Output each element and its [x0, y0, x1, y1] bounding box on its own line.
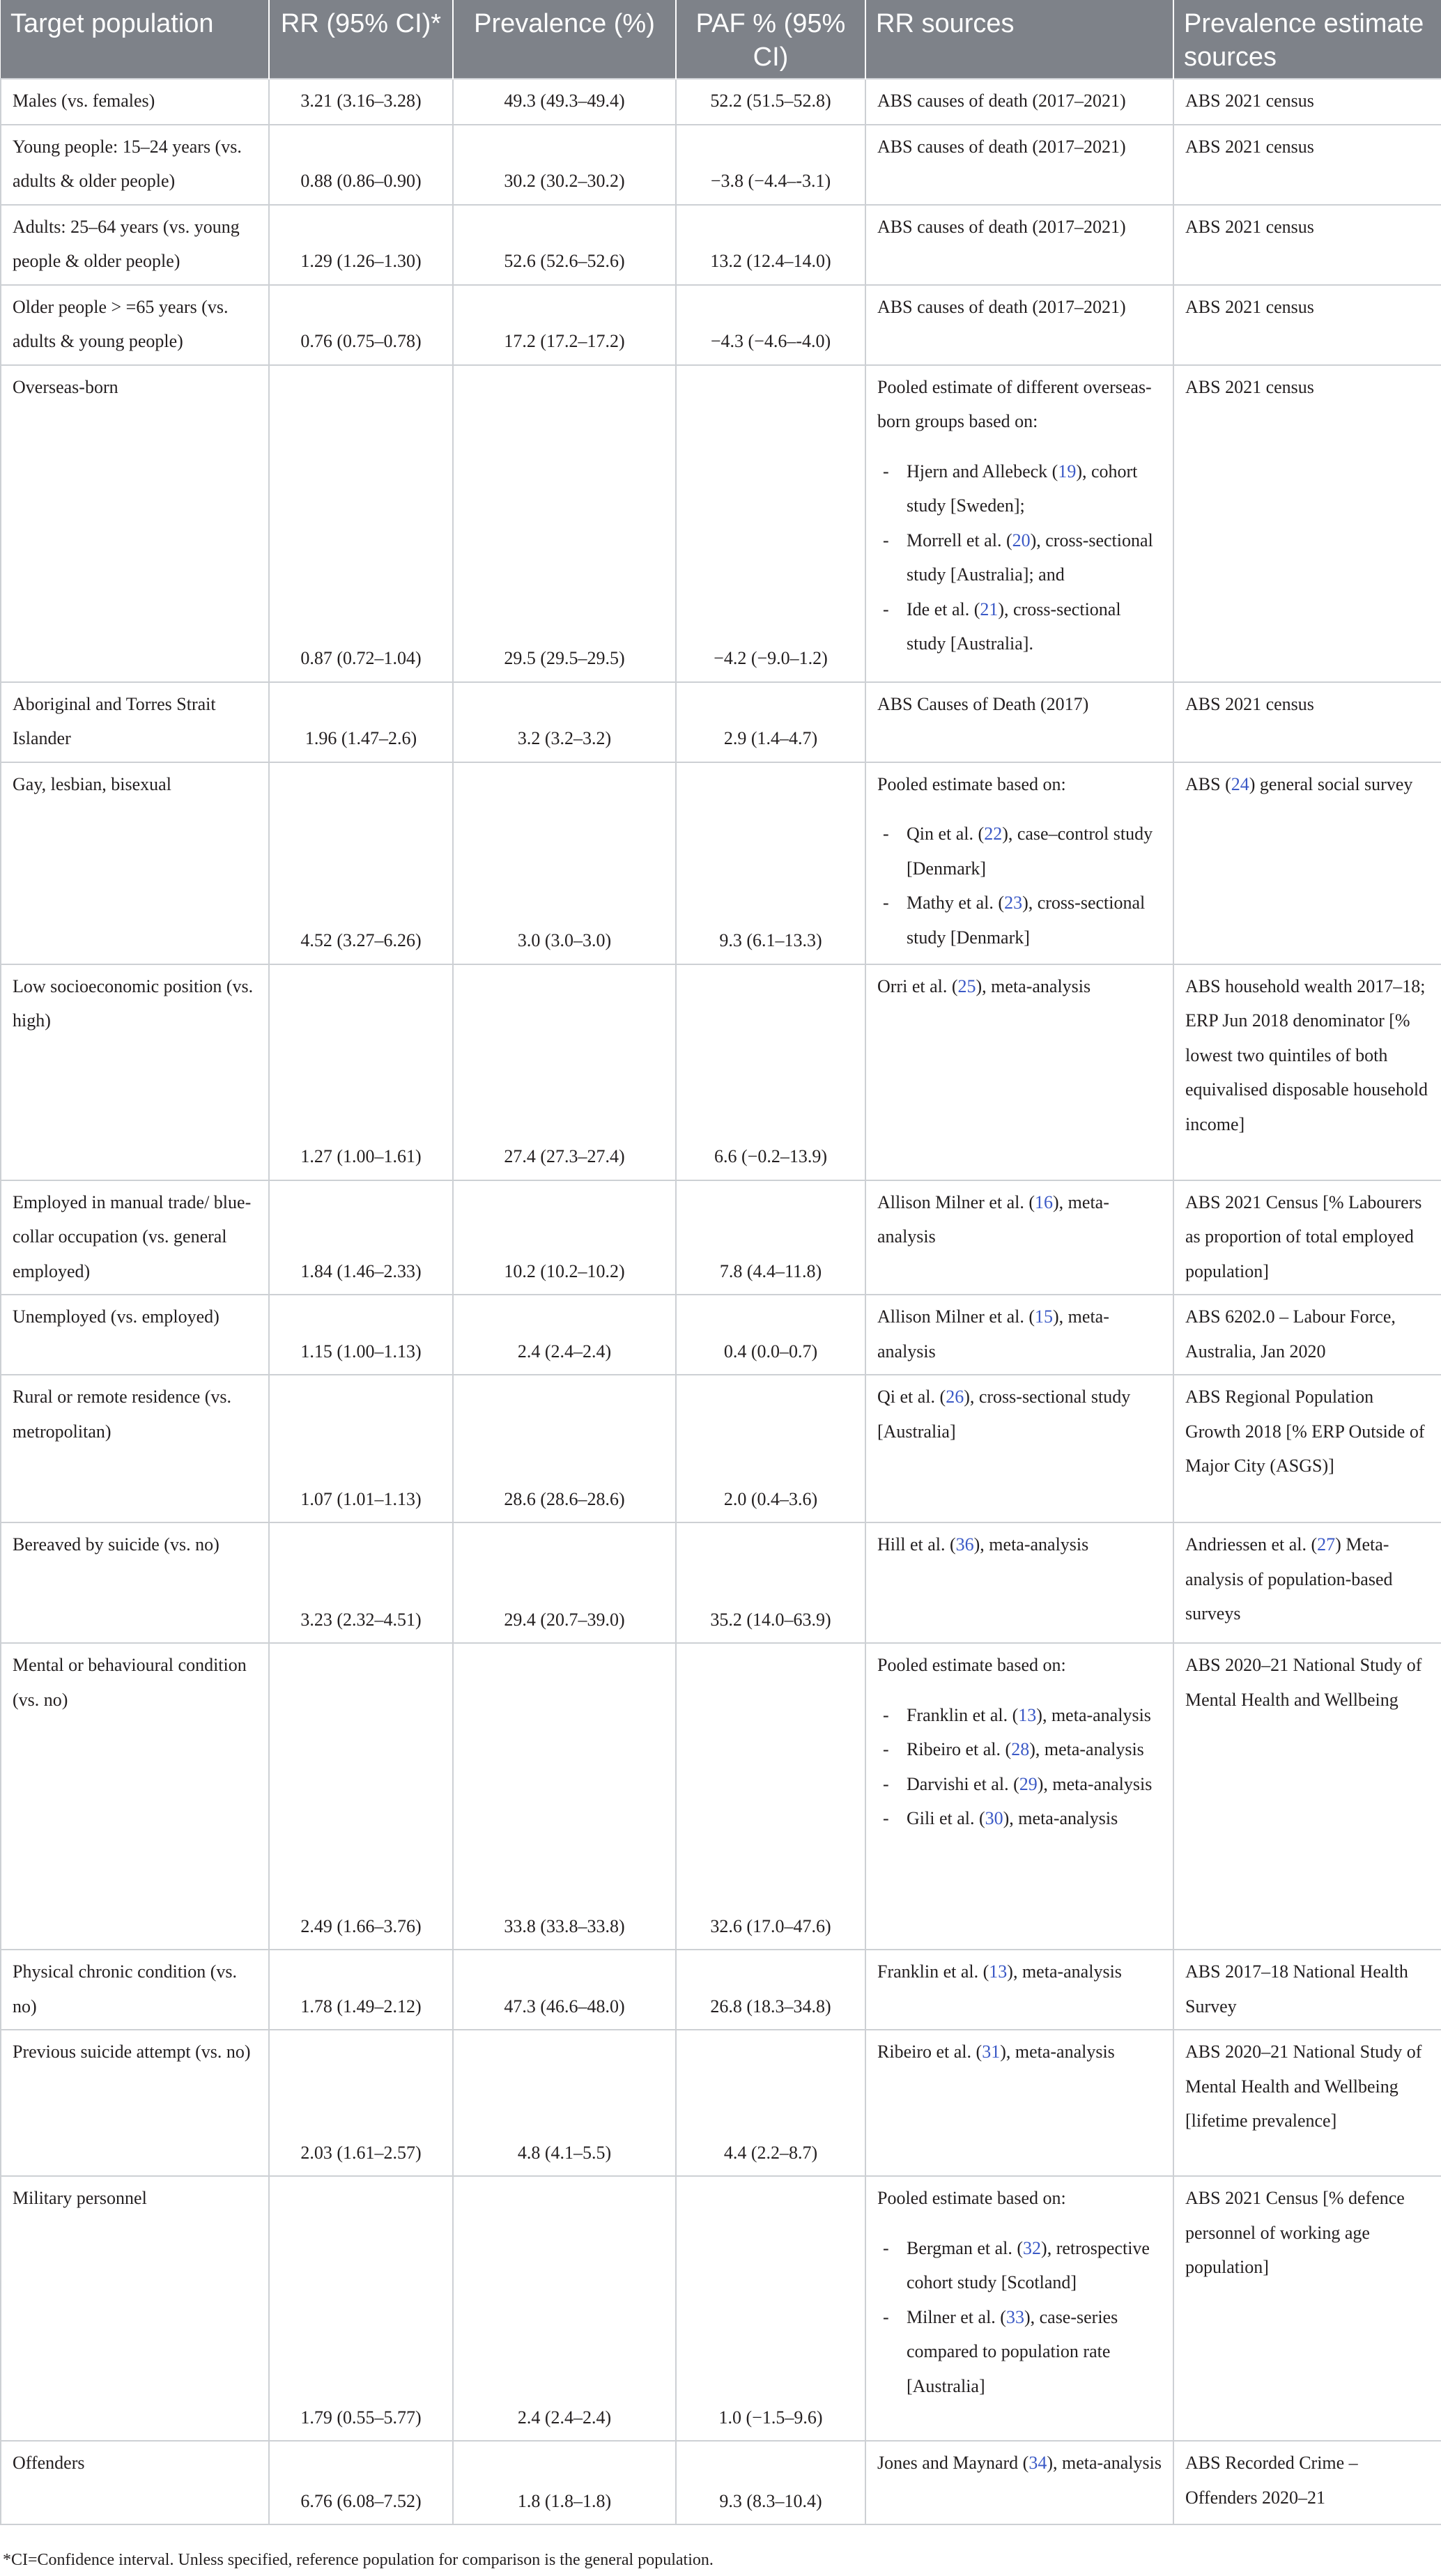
cell-prevalence-source: ABS 2017–18 National Health Survey [1173, 1950, 1441, 2030]
table-row [1, 1375, 1441, 1522]
cell-prevalence: 17.2 (17.2–17.2) [453, 285, 676, 365]
cell-prevalence-source: ABS 2021 census [1173, 125, 1441, 205]
reference-link[interactable]: 36 [955, 1534, 974, 1555]
cell-rr: 6.76 (6.08–7.52) [269, 2441, 453, 2524]
cell-prevalence: 28.6 (28.6–28.6) [453, 1375, 676, 1522]
cell-prevalence-source: ABS 2020–21 National Study of Mental Health and Wellbeing [lifetime prevalence] [1173, 2030, 1441, 2176]
table-row [1, 285, 1441, 365]
reference-link[interactable]: 29 [1019, 1773, 1038, 1794]
cell-rr-source: ABS causes of death (2017–2021) [865, 79, 1173, 125]
cell-paf: 1.0 (−1.5–9.6) [676, 2176, 865, 2441]
reference-link[interactable]: 27 [1317, 1534, 1336, 1555]
list-item: - Franklin et al. (13), meta-analysis [883, 1704, 1151, 1725]
header-rr-sources: RR sources [865, 0, 1173, 79]
list-item: - Gili et al. (30), meta-analysis [883, 1808, 1118, 1828]
reference-link[interactable]: 13 [1018, 1704, 1037, 1725]
cell-rr: 1.84 (1.46–2.33) [269, 1180, 453, 1295]
reference-link[interactable]: 30 [985, 1808, 1003, 1828]
cell-paf: 4.4 (2.2–8.7) [676, 2030, 865, 2176]
reference-link[interactable]: 33 [1005, 2306, 1024, 2327]
cell-rr-source [865, 2176, 1173, 2441]
cell-prevalence-source: ABS (24) general social survey [1173, 762, 1441, 964]
cell-prevalence: 27.4 (27.3–27.4) [453, 964, 676, 1180]
cell-prevalence: 3.0 (3.0–3.0) [453, 762, 676, 964]
cell-prevalence-source: ABS 2021 Census [% Labourers as proportion of total employed population] [1173, 1180, 1441, 1295]
list-item: - Hjern and Allebeck (19), cohort study [Sweden]; [883, 461, 1138, 516]
cell-prevalence: 10.2 (10.2–10.2) [453, 1180, 676, 1295]
table-row [1, 2030, 1441, 2176]
reference-link[interactable]: 16 [1035, 1191, 1054, 1212]
cell-rr-source [865, 1643, 1173, 1950]
cell-rr-source: Qi et al. (26), cross-sectional study [Australia] [865, 1375, 1173, 1522]
cell-paf: 9.3 (6.1–13.3) [676, 762, 865, 964]
table-footnote: *CI=Confidence interval. Unless specified, reference population for comparison is the general population. [3, 2551, 714, 2569]
list-item: - Mathy et al. (23), cross-sectional study [Denmark] [883, 893, 1146, 948]
cell-paf: 35.2 (14.0–63.9) [676, 1522, 865, 1643]
table-row [1, 1643, 1441, 1950]
cell-population: Physical chronic condition (vs. no) [1, 1950, 269, 2030]
cell-population: Military personnel [1, 2176, 269, 2441]
cell-rr: 1.78 (1.49–2.12) [269, 1950, 453, 2030]
cell-rr: 1.29 (1.26–1.30) [269, 205, 453, 285]
cell-prevalence: 33.8 (33.8–33.8) [453, 1643, 676, 1950]
cell-population: Older people > =65 years (vs. adults & young people) [1, 285, 269, 365]
cell-paf: −4.3 (−4.6–-4.0) [676, 285, 865, 365]
source-list [877, 2231, 1162, 2404]
source-lead: Pooled estimate of different overseas-born groups based on: [877, 376, 1152, 431]
cell-paf: 2.0 (0.4–3.6) [676, 1375, 865, 1522]
cell-rr-source: Ribeiro et al. (31), meta-analysis [865, 2030, 1173, 2176]
cell-rr-source: ABS Causes of Death (2017) [865, 682, 1173, 762]
table-row [1, 365, 1441, 682]
cell-rr: 1.27 (1.00–1.61) [269, 964, 453, 1180]
cell-population: Bereaved by suicide (vs. no) [1, 1522, 269, 1643]
cell-rr: 2.49 (1.66–3.76) [269, 1643, 453, 1950]
cell-prevalence: 29.4 (20.7–39.0) [453, 1522, 676, 1643]
cell-prevalence: 47.3 (46.6–48.0) [453, 1950, 676, 2030]
cell-paf: 52.2 (51.5–52.8) [676, 79, 865, 125]
reference-link[interactable]: 26 [946, 1387, 964, 1407]
table-row [1, 1295, 1441, 1375]
cell-prevalence: 29.5 (29.5–29.5) [453, 365, 676, 682]
cell-prevalence-source: ABS Regional Population Growth 2018 [% ERP Outside of Major City (ASGS)] [1173, 1375, 1441, 1522]
cell-paf: 0.4 (0.0–0.7) [676, 1295, 865, 1375]
cell-population: Low socioeconomic position (vs. high) [1, 964, 269, 1180]
table-header [1, 0, 1441, 79]
cell-rr-source: Franklin et al. (13), meta-analysis [865, 1950, 1173, 2030]
header-prevalence-sources: Prevalence estimate sources [1173, 0, 1441, 79]
reference-link[interactable]: 21 [980, 599, 999, 619]
header-target-population: Target population [1, 0, 269, 79]
reference-link[interactable]: 22 [984, 824, 1003, 844]
list-item: - Ribeiro et al. (28), meta-analysis [883, 1739, 1144, 1759]
reference-link[interactable]: 31 [982, 2042, 1001, 2062]
cell-paf: −3.8 (−4.4–-3.1) [676, 125, 865, 205]
cell-population: Rural or remote residence (vs. metropolitan) [1, 1375, 269, 1522]
list-item: - Milner et al. (33), case-series compared to population rate [Australia] [883, 2306, 1118, 2396]
cell-rr: 1.79 (0.55–5.77) [269, 2176, 453, 2441]
cell-paf: 32.6 (17.0–47.6) [676, 1643, 865, 1950]
cell-paf: 26.8 (18.3–34.8) [676, 1950, 865, 2030]
source-lead: Pooled estimate based on: [877, 773, 1066, 794]
cell-population: Gay, lesbian, bisexual [1, 762, 269, 964]
cell-prevalence-source: ABS 2021 census [1173, 682, 1441, 762]
cell-population: Males (vs. females) [1, 79, 269, 125]
cell-prevalence: 52.6 (52.6–52.6) [453, 205, 676, 285]
table-row [1, 964, 1441, 1180]
cell-population: Previous suicide attempt (vs. no) [1, 2030, 269, 2176]
header-prevalence: Prevalence (%) [453, 0, 676, 79]
cell-prevalence-source: ABS 2021 census [1173, 79, 1441, 125]
table-row [1, 2176, 1441, 2441]
cell-prevalence-source: ABS 2021 census [1173, 205, 1441, 285]
cell-rr-source: ABS causes of death (2017–2021) [865, 285, 1173, 365]
reference-link[interactable]: 28 [1011, 1739, 1030, 1759]
cell-prevalence-source: ABS 2021 Census [% defence personnel of working age population] [1173, 2176, 1441, 2441]
source-lead: Pooled estimate based on: [877, 2188, 1066, 2208]
cell-prevalence: 2.4 (2.4–2.4) [453, 1295, 676, 1375]
table-row [1, 125, 1441, 205]
list-item: - Bergman et al. (32), retrospective cohort study [Scotland] [883, 2237, 1150, 2292]
source-list [877, 817, 1162, 955]
cell-prevalence-source: ABS 6202.0 – Labour Force, Australia, Jan 2020 [1173, 1295, 1441, 1375]
cell-rr-source: ABS causes of death (2017–2021) [865, 205, 1173, 285]
source-lead: Pooled estimate based on: [877, 1655, 1066, 1675]
cell-rr: 1.15 (1.00–1.13) [269, 1295, 453, 1375]
table-row [1, 205, 1441, 285]
table-row [1, 79, 1441, 125]
reference-link[interactable]: 20 [1012, 530, 1031, 550]
cell-rr: 0.87 (0.72–1.04) [269, 365, 453, 682]
cell-paf: 6.6 (−0.2–13.9) [676, 964, 865, 1180]
table-row [1, 1180, 1441, 1295]
cell-population: Overseas-born [1, 365, 269, 682]
reference-link[interactable]: 24 [1231, 773, 1249, 794]
cell-rr: 2.03 (1.61–2.57) [269, 2030, 453, 2176]
cell-paf: 2.9 (1.4–4.7) [676, 682, 865, 762]
list-item: - Ide et al. (21), cross-sectional study [Australia]. [883, 599, 1121, 654]
table-row [1, 762, 1441, 964]
cell-rr: 1.07 (1.01–1.13) [269, 1375, 453, 1522]
source-list [877, 1698, 1162, 1836]
table-body [1, 79, 1441, 2524]
cell-rr: 0.76 (0.75–0.78) [269, 285, 453, 365]
table-row [1, 1522, 1441, 1643]
cell-population: Unemployed (vs. employed) [1, 1295, 269, 1375]
cell-prevalence: 1.8 (1.8–1.8) [453, 2441, 676, 2524]
reference-link[interactable]: 32 [1023, 2237, 1042, 2258]
source-list [877, 454, 1162, 661]
reference-link[interactable]: 19 [1058, 461, 1077, 481]
cell-prevalence: 4.8 (4.1–5.5) [453, 2030, 676, 2176]
cell-rr-source: Allison Milner et al. (15), meta-analysis [865, 1295, 1173, 1375]
header-rr: RR (95% CI)* [269, 0, 453, 79]
cell-paf: 13.2 (12.4–14.0) [676, 205, 865, 285]
cell-prevalence: 2.4 (2.4–2.4) [453, 2176, 676, 2441]
cell-population: Mental or behavioural condition (vs. no) [1, 1643, 269, 1950]
cell-rr-source [865, 762, 1173, 964]
cell-rr-source: Hill et al. (36), meta-analysis [865, 1522, 1173, 1643]
list-item: - Darvishi et al. (29), meta-analysis [883, 1773, 1153, 1794]
cell-population: Young people: 15–24 years (vs. adults & older people) [1, 125, 269, 205]
cell-prevalence-source: ABS Recorded Crime – Offenders 2020–21 [1173, 2441, 1441, 2524]
cell-rr-source: Orri et al. (25), meta-analysis [865, 964, 1173, 1180]
cell-population: Offenders [1, 2441, 269, 2524]
reference-link[interactable]: 15 [1035, 1306, 1054, 1327]
reference-link[interactable]: 23 [1004, 893, 1023, 913]
cell-paf: 7.8 (4.4–11.8) [676, 1180, 865, 1295]
list-item: - Morrell et al. (20), cross-sectional study [Australia]; and [883, 530, 1153, 585]
cell-rr: 4.52 (3.27–6.26) [269, 762, 453, 964]
cell-prevalence-source: ABS 2020–21 National Study of Mental Health and Wellbeing [1173, 1643, 1441, 1950]
cell-prevalence-source: ABS household wealth 2017–18; ERP Jun 2018 denominator [% lowest two quintiles of both equivalised disposable household income] [1173, 964, 1441, 1180]
cell-rr-source: Jones and Maynard (34), meta-analysis [865, 2441, 1173, 2524]
table-row [1, 1950, 1441, 2030]
header-paf: PAF % (95% CI) [676, 0, 865, 79]
table-row [1, 682, 1441, 762]
cell-prevalence-source: Andriessen et al. (27) Meta-analysis of population-based surveys [1173, 1522, 1441, 1643]
cell-rr-source: ABS causes of death (2017–2021) [865, 125, 1173, 205]
cell-paf: −4.2 (−9.0–1.2) [676, 365, 865, 682]
reference-link[interactable]: 34 [1028, 2453, 1047, 2473]
cell-paf: 9.3 (8.3–10.4) [676, 2441, 865, 2524]
cell-prevalence-source: ABS 2021 census [1173, 365, 1441, 682]
cell-prevalence: 3.2 (3.2–3.2) [453, 682, 676, 762]
cell-rr: 1.96 (1.47–2.6) [269, 682, 453, 762]
reference-link[interactable]: 25 [957, 975, 976, 996]
cell-prevalence-source: ABS 2021 census [1173, 285, 1441, 365]
table-row [1, 2441, 1441, 2524]
cell-population: Adults: 25–64 years (vs. young people & older people) [1, 205, 269, 285]
list-item: - Qin et al. (22), case–control study [Denmark] [883, 824, 1153, 879]
cell-prevalence: 30.2 (30.2–30.2) [453, 125, 676, 205]
reference-link[interactable]: 13 [989, 1961, 1008, 1982]
cell-rr: 0.88 (0.86–0.90) [269, 125, 453, 205]
cell-rr: 3.21 (3.16–3.28) [269, 79, 453, 125]
cell-rr: 3.23 (2.32–4.51) [269, 1522, 453, 1643]
cell-rr-source: Allison Milner et al. (16), meta-analysis [865, 1180, 1173, 1295]
cell-rr-source [865, 365, 1173, 682]
cell-population: Employed in manual trade/ blue-collar occupation (vs. general employed) [1, 1180, 269, 1295]
cell-population: Aboriginal and Torres Strait Islander [1, 682, 269, 762]
cell-prevalence: 49.3 (49.3–49.4) [453, 79, 676, 125]
